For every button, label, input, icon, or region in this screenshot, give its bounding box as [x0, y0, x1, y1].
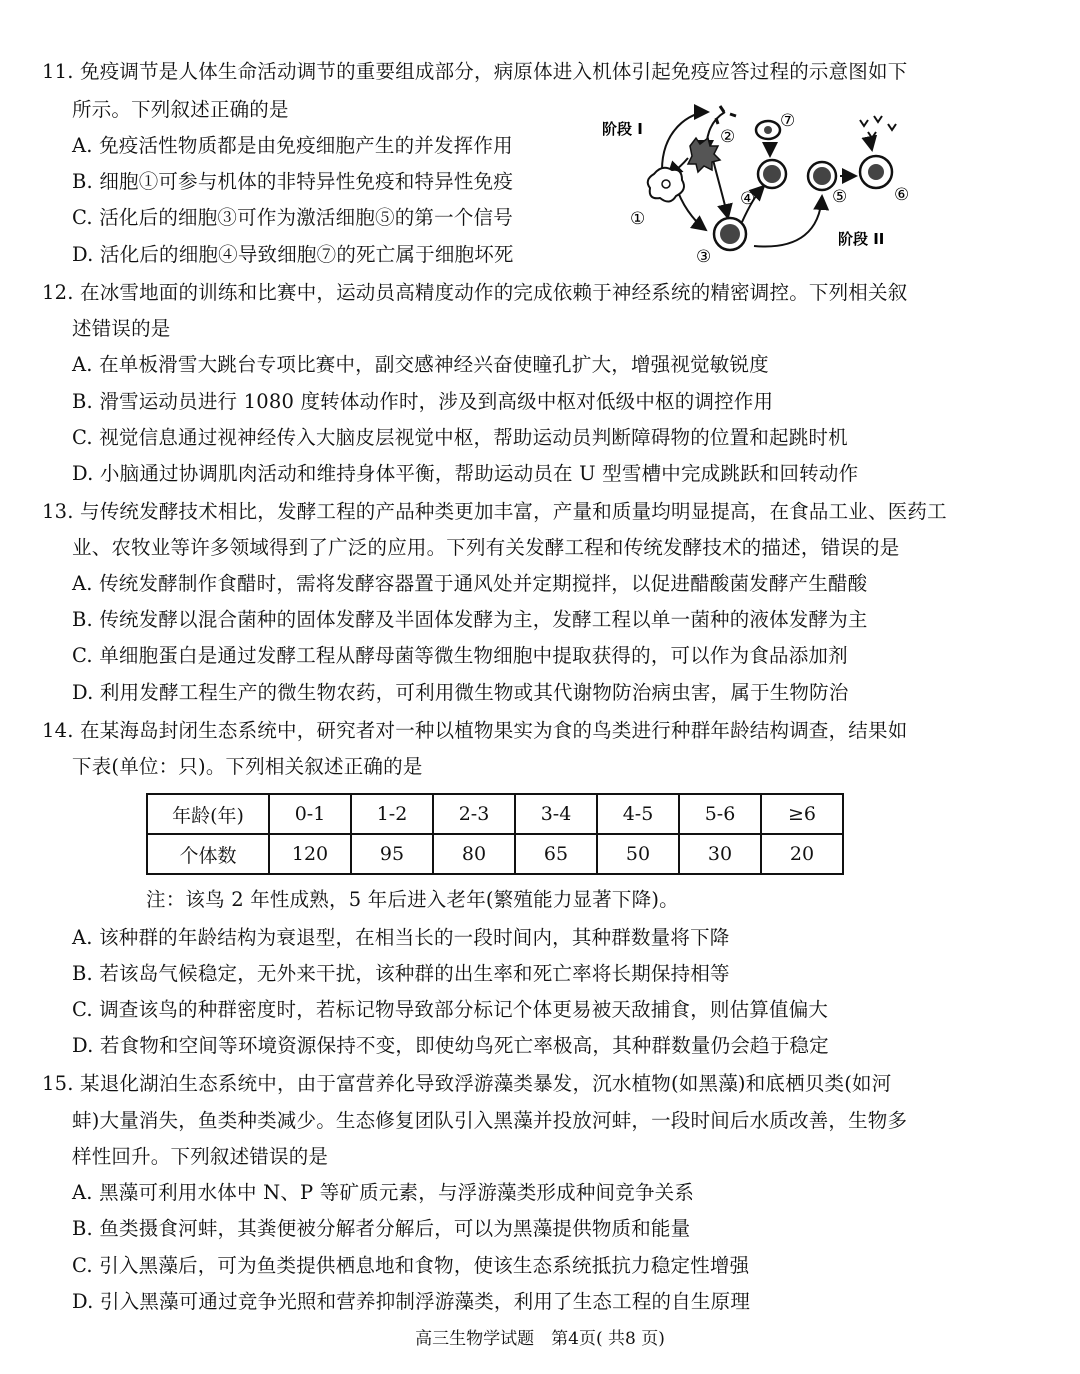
q11-stem-line1: 11. 免疫调节是人体生命活动调节的重要组成部分，病原体进入机体引起免疫应答过程的示意图如下 — [42, 60, 908, 83]
immune-response-diagram — [590, 100, 920, 270]
q15-stem-line2: 蚌)大量消失，鱼类种类减少。生态修复团队引入黑藻并投放河蚌，一段时间后水质改善，生物多 — [72, 1109, 908, 1132]
table-cell: 30 — [679, 834, 761, 874]
q12-stem-line1: 12. 在冰雪地面的训练和比赛中，运动员高精度动作的完成依赖于神经系统的精密调控。下列相关叙 — [42, 281, 908, 304]
table-cell: 80 — [433, 834, 515, 874]
q12-stem-line2: 述错误的是 — [72, 317, 171, 340]
q15-stem-line3: 样性回升。下列叙述错误的是 — [72, 1145, 329, 1168]
q11-stem-line2: 所示。下列叙述正确的是 — [72, 98, 289, 121]
q12-option-a: A. 在单板滑雪大跳台专项比赛中，副交感神经兴奋使瞳孔扩大，增强视觉敏锐度 — [72, 353, 769, 376]
table-cell: 20 — [761, 834, 843, 874]
q12-option-c: C. 视觉信息通过视神经传入大脑皮层视觉中枢，帮助运动员判断障碍物的位置和起跳时机 — [72, 426, 848, 449]
q13-option-a: A. 传统发酵制作食醋时，需将发酵容器置于通风处并定期搅拌，以促进醋酸菌发酵产生醋酸 — [72, 572, 868, 595]
arrow-cell1-to-cell3 — [678, 192, 706, 230]
stage-2-label: 阶段 II — [838, 230, 885, 248]
cell-4-nucleus — [763, 165, 781, 183]
table-row-count — [147, 834, 843, 874]
arrow-antibody — [870, 140, 872, 150]
table-row-age — [147, 794, 843, 834]
antibody-icons — [860, 116, 896, 138]
table-cell: 0-1 — [269, 794, 351, 834]
q13-stem-line2: 业、农牧业等许多领域得到了广泛的应用。下列有关发酵工程和传统发酵技术的描述，错误的是 — [72, 536, 900, 559]
table-header-count: 个体数 — [147, 834, 269, 874]
table-cell: 1-2 — [351, 794, 433, 834]
q15-option-a: A. 黑藻可利用水体中 N、P 等矿质元素，与浮游藻类形成种间竞争关系 — [72, 1181, 695, 1204]
q14-table-note: 注：该鸟 2 年性成熟，5 年后进入老年(繁殖能力显著下降)。 — [146, 888, 679, 911]
q15-option-d: D. 引入黑藻可通过竞争光照和营养抑制浮游藻类，利用了生态工程的自生原理 — [72, 1290, 751, 1313]
label-3: ③ — [696, 247, 712, 267]
table-header-age: 年龄(年) — [147, 794, 269, 834]
q14-stem-line2: 下表(单位：只)。下列相关叙述正确的是 — [72, 755, 423, 778]
q12-option-b: B. 滑雪运动员进行 1080 度转体动作时，涉及到高级中枢对低级中枢的调控作用 — [72, 390, 774, 413]
q15-option-c: C. 引入黑藻后，可为鱼类提供栖息地和食物，使该生态系统抵抗力稳定性增强 — [72, 1254, 750, 1277]
q15-stem-line1: 15. 某退化湖泊生态系统中，由于富营养化导致浮游藻类暴发，沉水植物(如黑藻)和底栖贝类(如河 — [42, 1072, 892, 1095]
label-2: ② — [720, 127, 736, 147]
table-cell: 4-5 — [597, 794, 679, 834]
q13-option-c: C. 单细胞蛋白是通过发酵工程从酵母菌等微生物细胞中提取获得的，可以作为食品添加剂 — [72, 644, 848, 667]
table-cell: 5-6 — [679, 794, 761, 834]
antigen-fragments — [716, 106, 736, 124]
q15-option-b: B. 鱼类摄食河蚌，其粪便被分解者分解后，可以为黑藻提供物质和能量 — [72, 1217, 691, 1240]
q14-option-a: A. 该种群的年龄结构为衰退型，在相当长的一段时间内，其种群数量将下降 — [72, 926, 730, 949]
table-cell: 65 — [515, 834, 597, 874]
q12-option-d: D. 小脑通过协调肌肉活动和维持身体平衡，帮助运动员在 U 型雪槽中完成跳跃和回转动作 — [72, 462, 859, 485]
label-1: ① — [630, 209, 646, 229]
q11-option-d: D. 活化后的细胞④导致细胞⑦的死亡属于细胞坏死 — [72, 243, 514, 266]
macrophage-cell — [648, 168, 684, 202]
label-6: ⑥ — [894, 185, 910, 205]
age-structure-table — [146, 793, 844, 875]
q13-option-d: D. 利用发酵工程生产的微生物农药，可利用微生物或其代谢物防治病虫害，属于生物防治 — [72, 681, 849, 704]
cell-7-nucleus — [764, 126, 772, 134]
q13-option-b: B. 传统发酵以混合菌种的固体发酵及半固体发酵为主，发酵工程以单一菌种的液体发酵为主 — [72, 608, 868, 631]
label-5: ⑤ — [832, 187, 848, 207]
table-cell: 3-4 — [515, 794, 597, 834]
label-7: ⑦ — [780, 111, 796, 131]
label-4: ④ — [740, 189, 756, 209]
table-cell: ≥6 — [761, 794, 843, 834]
table-cell: 95 — [351, 834, 433, 874]
cell-3-nucleus — [720, 224, 740, 244]
arrow-cell3-to-cell5 — [754, 196, 822, 247]
table-cell: 120 — [269, 834, 351, 874]
q14-option-b: B. 若该岛气候稳定，无外来干扰，该种群的出生率和死亡率将长期保持相等 — [72, 962, 730, 985]
q11-option-b: B. 细胞①可参与机体的非特异性免疫和特异性免疫 — [72, 170, 514, 193]
page-footer: 高三生物学试题 第4页( 共8 页) — [415, 1329, 665, 1349]
plasma-cell-nucleus — [868, 164, 884, 180]
q14-option-c: C. 调查该鸟的种群密度时，若标记物导致部分标记个体更易被天敌捕食，则估算值偏大 — [72, 998, 829, 1021]
q11-option-c: C. 活化后的细胞③可作为激活细胞⑤的第一个信号 — [72, 206, 513, 229]
cell-5-nucleus — [813, 167, 831, 185]
stage-1-label: 阶段 I — [602, 120, 643, 138]
q14-stem-line1: 14. 在某海岛封闭生态系统中，研究者对一种以植物果实为食的鸟类进行种群年龄结构调查，结果如 — [42, 719, 908, 742]
table-cell: 2-3 — [433, 794, 515, 834]
table-cell: 50 — [597, 834, 679, 874]
q14-option-d: D. 若食物和空间等环境资源保持不变，即使幼鸟死亡率极高，其种群数量仍会趋于稳定 — [72, 1034, 829, 1057]
q11-option-a: A. 免疫活性物质都是由免疫细胞产生的并发挥作用 — [72, 134, 513, 157]
q13-stem-line1: 13. 与传统发酵技术相比，发酵工程的产品种类更加丰富，产量和质量均明显提高，在食品工业、医药工 — [42, 500, 947, 523]
